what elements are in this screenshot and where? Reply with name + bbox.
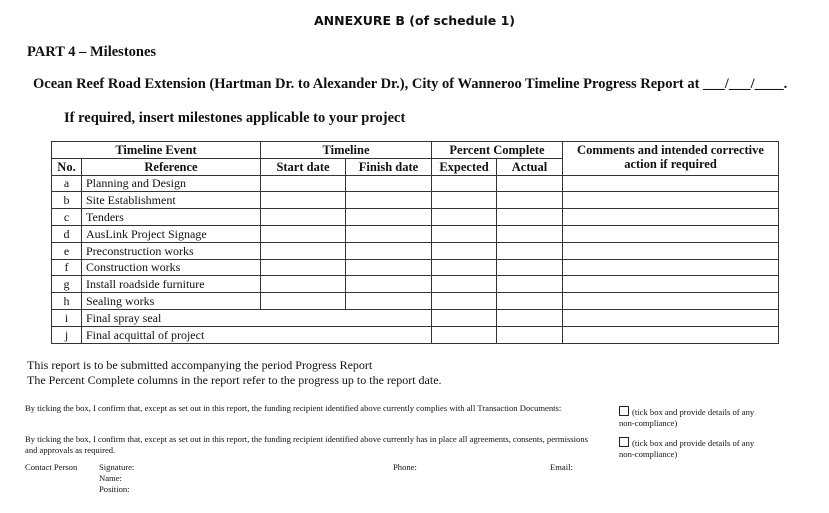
submission-note: This report is to be submitted accompanying the period Progress Report xyxy=(27,358,373,372)
start-date-cell[interactable] xyxy=(261,242,346,259)
contact-person-label: Contact Person xyxy=(25,462,78,472)
compliance-tick-label: (tick box and provide details of any non-compliance) xyxy=(619,407,755,428)
finish-date-cell[interactable] xyxy=(346,259,432,276)
row-number: f xyxy=(52,259,82,276)
row-reference: AusLink Project Signage xyxy=(82,225,261,242)
row-reference: Site Establishment xyxy=(82,192,261,209)
approvals-checkbox[interactable] xyxy=(619,437,629,447)
row-reference: Final spray seal xyxy=(82,309,432,326)
report-title: Ocean Reef Road Extension (Hartman Dr. to Alexander Dr.), City of Wanneroo Timeline Progress Report at ___/___/____. xyxy=(33,76,788,92)
part-heading: PART 4 – Milestones xyxy=(27,44,157,60)
annexure-heading: ANNEXURE B (of schedule 1) xyxy=(313,13,515,28)
start-date-cell[interactable] xyxy=(261,293,346,310)
actual-cell[interactable] xyxy=(497,242,563,259)
header-timeline-event: Timeline Event xyxy=(52,142,261,159)
expected-cell[interactable] xyxy=(432,242,497,259)
email-label: Email: xyxy=(550,462,573,472)
row-reference: Install roadside furniture xyxy=(82,276,261,293)
row-number: c xyxy=(52,209,82,226)
actual-cell[interactable] xyxy=(497,293,563,310)
table-row xyxy=(52,293,779,310)
header-expected: Expected xyxy=(432,158,497,175)
finish-date-cell[interactable] xyxy=(346,276,432,293)
table-row xyxy=(52,326,779,343)
comments-cell[interactable] xyxy=(563,175,779,192)
header-timeline: Timeline xyxy=(261,142,432,159)
compliance-checkbox[interactable] xyxy=(619,406,629,416)
expected-cell[interactable] xyxy=(432,326,497,343)
approvals-tick-option[interactable] xyxy=(619,437,769,460)
comments-cell[interactable] xyxy=(563,192,779,209)
signature-label: Signature: xyxy=(99,462,135,472)
comments-cell[interactable] xyxy=(563,309,779,326)
expected-cell[interactable] xyxy=(432,209,497,226)
comments-cell[interactable] xyxy=(563,259,779,276)
table-row xyxy=(52,209,779,226)
actual-cell[interactable] xyxy=(497,209,563,226)
row-number: i xyxy=(52,309,82,326)
table-row xyxy=(52,225,779,242)
table-row xyxy=(52,276,779,293)
header-start-date: Start date xyxy=(261,158,346,175)
actual-cell[interactable] xyxy=(497,192,563,209)
expected-cell[interactable] xyxy=(432,225,497,242)
actual-cell[interactable] xyxy=(497,309,563,326)
expected-cell[interactable] xyxy=(432,276,497,293)
compliance-declaration: By ticking the box, I confirm that, except as set out in this report, the funding recipient identified above currently complies with all Transaction Documents: xyxy=(25,403,562,413)
row-number: e xyxy=(52,242,82,259)
comments-cell[interactable] xyxy=(563,293,779,310)
start-date-cell[interactable] xyxy=(261,225,346,242)
table-row xyxy=(52,309,779,326)
finish-date-cell[interactable] xyxy=(346,192,432,209)
start-date-cell[interactable] xyxy=(261,276,346,293)
finish-date-cell[interactable] xyxy=(346,209,432,226)
finish-date-cell[interactable] xyxy=(346,175,432,192)
actual-cell[interactable] xyxy=(497,276,563,293)
finish-date-cell[interactable] xyxy=(346,225,432,242)
header-reference: Reference xyxy=(82,158,261,175)
position-label: Position: xyxy=(99,484,130,494)
actual-cell[interactable] xyxy=(497,225,563,242)
row-reference: Tenders xyxy=(82,209,261,226)
expected-cell[interactable] xyxy=(432,293,497,310)
row-reference: Construction works xyxy=(82,259,261,276)
expected-cell[interactable] xyxy=(432,175,497,192)
actual-cell[interactable] xyxy=(497,326,563,343)
table-row xyxy=(52,192,779,209)
finish-date-cell[interactable] xyxy=(346,242,432,259)
start-date-cell[interactable] xyxy=(261,209,346,226)
actual-cell[interactable] xyxy=(497,259,563,276)
expected-cell[interactable] xyxy=(432,192,497,209)
row-number: b xyxy=(52,192,82,209)
row-reference: Planning and Design xyxy=(82,175,261,192)
start-date-cell[interactable] xyxy=(261,192,346,209)
comments-cell[interactable] xyxy=(563,276,779,293)
header-finish-date: Finish date xyxy=(346,158,432,175)
header-actual: Actual xyxy=(497,158,563,175)
name-label: Name: xyxy=(99,473,122,483)
approvals-tick-label: (tick box and provide details of any non-compliance) xyxy=(619,438,755,459)
comments-cell[interactable] xyxy=(563,242,779,259)
table-row xyxy=(52,242,779,259)
row-number: h xyxy=(52,293,82,310)
approvals-declaration: By ticking the box, I confirm that, except as set out in this report, the funding recipient identified above currently has in place all agreements, consents, permissions and approvals as required. xyxy=(25,434,588,455)
row-reference: Preconstruction works xyxy=(82,242,261,259)
percent-complete-note: The Percent Complete columns in the report refer to the progress up to the report date. xyxy=(27,373,442,387)
actual-cell[interactable] xyxy=(497,175,563,192)
table-row xyxy=(52,259,779,276)
row-number: j xyxy=(52,326,82,343)
header-no: No. xyxy=(52,158,82,175)
start-date-cell[interactable] xyxy=(261,175,346,192)
header-percent-complete: Percent Complete xyxy=(432,142,563,159)
start-date-cell[interactable] xyxy=(261,259,346,276)
table-row xyxy=(52,175,779,192)
header-comments: Comments and intended corrective action if required xyxy=(563,142,779,176)
row-number: g xyxy=(52,276,82,293)
expected-cell[interactable] xyxy=(432,309,497,326)
milestones-instruction: If required, insert milestones applicable to your project xyxy=(64,110,406,126)
phone-label: Phone: xyxy=(393,462,417,472)
milestones-table xyxy=(51,141,779,344)
comments-cell[interactable] xyxy=(563,326,779,343)
finish-date-cell[interactable] xyxy=(346,293,432,310)
comments-cell[interactable] xyxy=(563,225,779,242)
row-reference: Sealing works xyxy=(82,293,261,310)
row-number: a xyxy=(52,175,82,192)
row-number: d xyxy=(52,225,82,242)
expected-cell[interactable] xyxy=(432,259,497,276)
compliance-tick-option[interactable] xyxy=(619,406,769,429)
comments-cell[interactable] xyxy=(563,209,779,226)
row-reference: Final acquittal of project xyxy=(82,326,432,343)
